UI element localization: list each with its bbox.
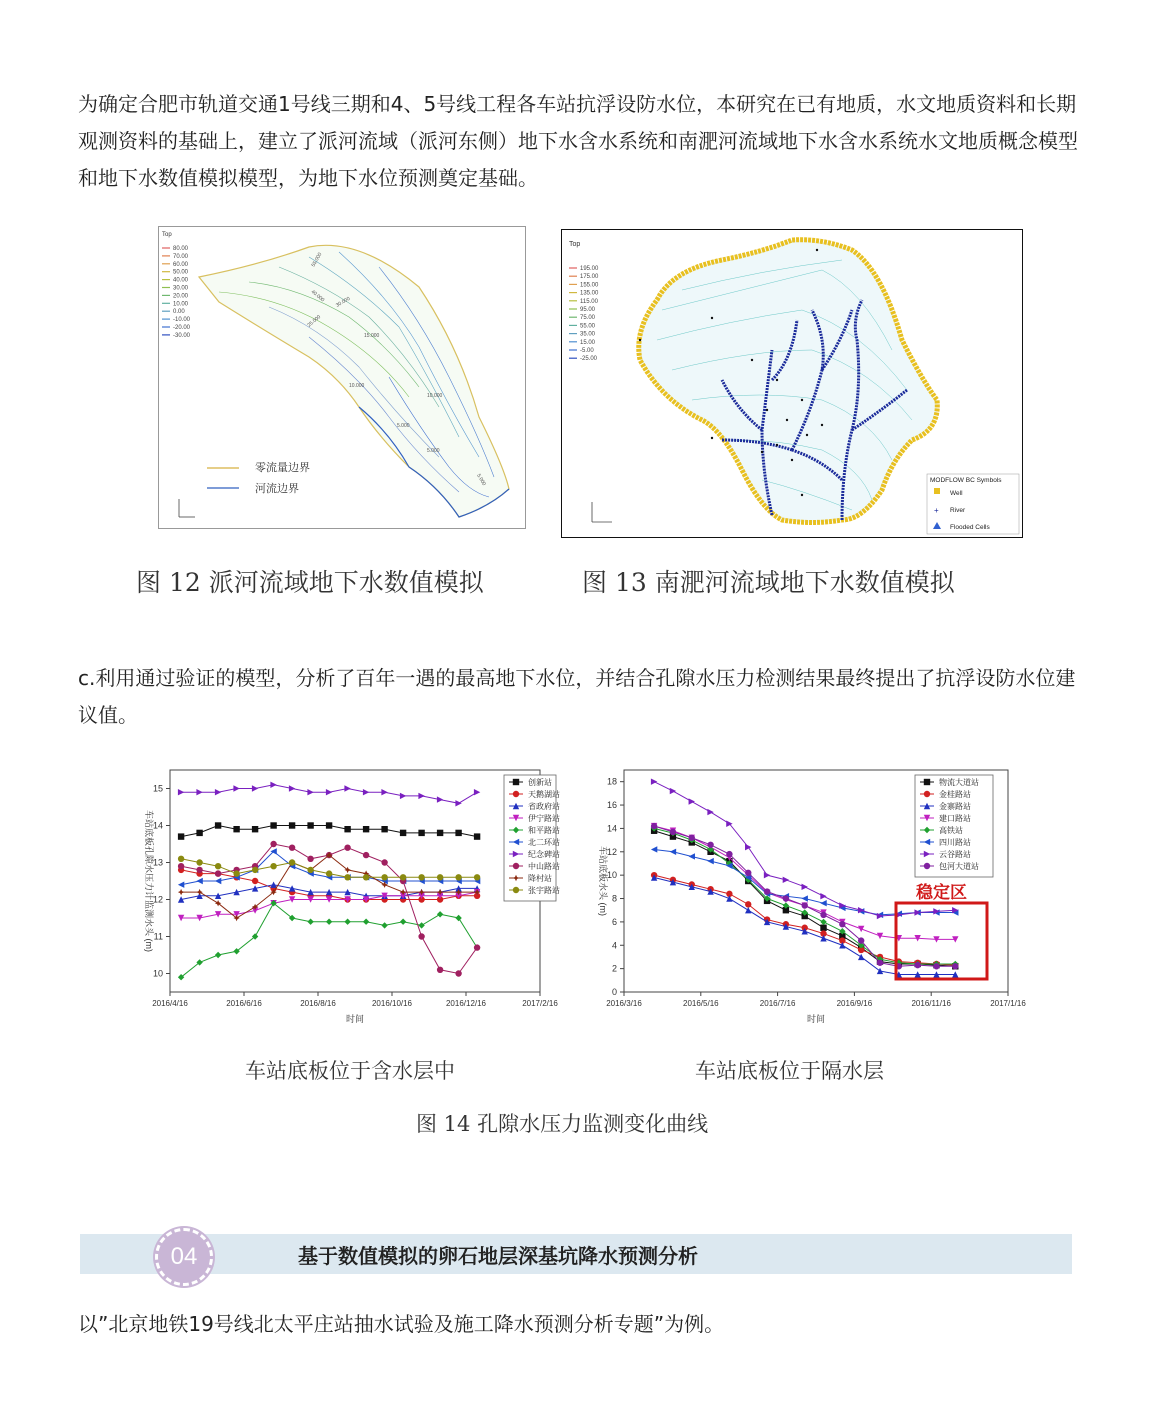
data-point <box>233 870 239 876</box>
series-line <box>654 826 955 939</box>
data-point <box>344 919 350 925</box>
data-point <box>289 859 295 865</box>
data-point <box>307 919 313 925</box>
x-tick-label: 2016/4/16 <box>152 999 188 1008</box>
data-point <box>326 822 332 828</box>
x-tick-label: 2016/8/16 <box>300 999 336 1008</box>
legend-value: 115.00 <box>580 298 598 305</box>
legend-value: 35.00 <box>580 331 596 338</box>
data-point <box>270 822 276 828</box>
data-point <box>252 785 258 791</box>
plot-frame <box>170 770 540 992</box>
data-point <box>933 963 939 969</box>
data-point <box>196 867 202 873</box>
data-point <box>344 845 350 851</box>
svg-text:10.000: 10.000 <box>427 393 443 399</box>
legend-value: -30.00 <box>173 332 191 339</box>
legend-label: 建口路站 <box>939 814 971 823</box>
x-tick-label: 2017/1/16 <box>990 999 1026 1008</box>
data-point <box>215 822 221 828</box>
data-point <box>400 830 406 836</box>
legend-value: 195.00 <box>580 266 599 272</box>
y-tick-label: 10 <box>606 870 617 881</box>
data-point <box>233 785 239 791</box>
series-降村站 <box>178 852 480 921</box>
x-tick-label: 2016/7/16 <box>759 999 796 1008</box>
section-number-badge: 04 <box>155 1228 213 1286</box>
data-point <box>858 937 864 943</box>
legend-label: 金寨路站 <box>939 802 971 811</box>
legend-value: 10.00 <box>173 301 189 308</box>
data-point <box>178 889 184 895</box>
data-point <box>455 800 461 806</box>
legend-value: -10.00 <box>173 317 191 324</box>
data-point <box>670 788 676 794</box>
legend-marker <box>513 779 519 785</box>
data-point <box>196 878 202 884</box>
legend-label: 创新站 <box>528 778 552 787</box>
svg-text:30.000: 30.000 <box>335 295 352 309</box>
data-point <box>178 856 184 862</box>
fig12-basin-outline <box>199 245 509 517</box>
legend-label: 四川路站 <box>939 838 971 847</box>
y-tick-label: 12 <box>606 846 617 857</box>
data-point <box>651 823 657 829</box>
legend-value: 50.00 <box>173 269 189 276</box>
x-tick-label: 2017/2/16 <box>522 999 558 1008</box>
legend-marker <box>513 887 519 893</box>
y-tick-label: 8 <box>611 893 617 904</box>
data-point <box>418 922 424 928</box>
legend-label: 省政府站 <box>528 802 560 811</box>
fig13-catchment <box>639 240 938 523</box>
legend-value: -20.00 <box>173 325 191 331</box>
data-point <box>726 895 732 901</box>
legend-value: 0.00 <box>173 309 185 316</box>
legend-label: 物流大道站 <box>939 778 979 787</box>
legend-value: 55.00 <box>580 323 596 330</box>
data-point <box>437 967 443 973</box>
data-point <box>289 822 295 828</box>
data-point <box>802 902 808 908</box>
fig12-axis-icon <box>179 499 195 517</box>
data-point <box>363 789 369 795</box>
data-point <box>689 853 695 859</box>
chart-left <box>120 765 560 1035</box>
analysis-paragraph: c.利用通过验证的模型，分析了百年一遇的最高地下水位，并结合孔隙水压力检测结果最终提出了抗浮设防水位建议值。 <box>78 666 1076 727</box>
data-point <box>726 851 732 857</box>
data-point <box>707 842 713 848</box>
data-point <box>418 830 424 836</box>
y-tick-label: 6 <box>611 916 617 927</box>
data-point <box>270 841 276 847</box>
data-point <box>289 845 295 851</box>
data-point <box>344 785 350 791</box>
legend-label: 纪念碑站 <box>528 850 560 859</box>
legend-value: 75.00 <box>580 315 596 322</box>
data-point <box>745 907 751 913</box>
example-paragraph: 以”北京地铁19号线北太平庄站抽水试验及施工降水预测分析专题”为例。 <box>78 1312 725 1336</box>
data-point <box>437 911 443 917</box>
y-axis-label: 车站底板孔隙水压力计监测水头 (m) <box>144 810 154 952</box>
fig13-bc-well: Well <box>950 490 963 497</box>
legend-value: 20.00 <box>173 293 189 300</box>
data-point <box>437 874 443 880</box>
data-point <box>252 826 258 832</box>
data-point <box>344 826 350 832</box>
data-point <box>215 870 221 876</box>
data-point <box>839 921 845 927</box>
data-point <box>783 877 789 883</box>
y-tick-label: 13 <box>152 857 163 868</box>
data-point <box>455 915 461 921</box>
y-tick-label: 14 <box>152 820 163 831</box>
chart-left-title: 车站底板位于含水层中 <box>245 1059 455 1083</box>
y-tick-label: 10 <box>152 968 163 979</box>
data-point <box>307 789 313 795</box>
figure-13-caption: 图 13 南淝河流域地下水数值模拟 <box>582 568 955 597</box>
svg-text:40.000: 40.000 <box>309 288 326 304</box>
data-point <box>215 789 221 795</box>
data-point <box>745 870 751 876</box>
data-point <box>307 867 313 873</box>
fig13-legend-title: Top <box>569 241 581 248</box>
series-纪念碑站 <box>178 782 480 807</box>
legend-label: 张宇路站 <box>528 886 560 895</box>
x-tick-label: 2016/11/16 <box>911 999 951 1008</box>
data-point <box>252 878 258 884</box>
data-point <box>178 863 184 869</box>
data-point <box>381 922 387 928</box>
data-point <box>289 785 295 791</box>
legend-label: 和平路站 <box>528 826 560 835</box>
data-point <box>764 888 770 894</box>
legend-value: 95.00 <box>580 307 596 313</box>
data-point <box>418 874 424 880</box>
data-point <box>764 872 770 878</box>
data-point <box>215 878 221 884</box>
data-point <box>455 874 461 880</box>
data-point <box>820 919 826 925</box>
legend-label: 伊宁路站 <box>528 814 560 823</box>
data-point <box>196 859 202 865</box>
data-point <box>400 793 406 799</box>
x-tick-label: 2016/10/16 <box>371 999 413 1008</box>
y-tick-label: 4 <box>611 940 617 951</box>
fig13-bc-river: River <box>950 507 966 514</box>
y-tick-label: 15 <box>152 783 163 794</box>
data-point <box>178 833 184 839</box>
data-point <box>326 870 332 876</box>
data-point <box>178 789 184 795</box>
stable-zone-box <box>896 903 987 979</box>
fig13-legend <box>569 266 599 362</box>
data-point <box>707 809 713 815</box>
data-point <box>418 793 424 799</box>
data-point <box>252 867 258 873</box>
data-point <box>707 858 713 864</box>
figure-12-caption: 图 12 派河流域地下水数值模拟 <box>136 568 484 597</box>
svg-text:25.000: 25.000 <box>306 314 323 329</box>
svg-text:5.000: 5.000 <box>475 473 487 487</box>
stable-zone-label: 稳定区 <box>916 883 967 902</box>
fig13-bc-title: MODFLOW BC Symbols <box>930 477 1002 484</box>
data-point <box>802 884 808 890</box>
data-point <box>215 952 221 958</box>
data-point <box>745 901 751 907</box>
legend-value: 135.00 <box>580 290 599 297</box>
legend-label: 降村站 <box>528 874 552 883</box>
svg-text:10.000: 10.000 <box>349 383 365 389</box>
legend-label: 高铁站 <box>939 826 963 835</box>
data-point <box>233 826 239 832</box>
legend-value: 80.00 <box>173 246 189 252</box>
y-tick-label: 0 <box>611 987 617 997</box>
legend-value: 155.00 <box>580 282 599 289</box>
data-point <box>270 782 276 788</box>
data-point <box>437 796 443 802</box>
data-point <box>455 830 461 836</box>
data-point <box>670 849 676 855</box>
data-point <box>877 960 883 966</box>
data-point <box>344 874 350 880</box>
x-axis-label: 时间 <box>345 1014 365 1024</box>
data-point <box>307 856 313 862</box>
data-point <box>689 835 695 841</box>
data-point <box>651 778 657 784</box>
x-axis-label: 时间 <box>806 1014 826 1024</box>
data-point <box>270 863 276 869</box>
x-tick-label: 2016/5/16 <box>683 999 719 1008</box>
data-point <box>474 944 480 950</box>
series-line <box>181 855 477 918</box>
legend-value: -5.00 <box>580 348 594 354</box>
data-point <box>858 926 864 932</box>
svg-text:5.000: 5.000 <box>397 423 410 429</box>
data-point <box>437 830 443 836</box>
data-point <box>363 852 369 858</box>
legend-label: 云谷路站 <box>939 850 971 859</box>
data-point <box>474 789 480 795</box>
data-point <box>363 826 369 832</box>
data-point <box>802 895 808 901</box>
data-point <box>783 895 789 901</box>
data-point <box>363 919 369 925</box>
y-tick-label: 14 <box>606 823 617 834</box>
intro-paragraph: 为确定合肥市轨道交通1号线三期和4、5号线工程各车站抗浮设防水位，本研究在已有地质，水文地质资料和长期观测资料的基础上，建立了派河流域（派河东侧）地下水含水系统和南淝河流域地下水含水系统水文地质概念模型和地下水数值模拟模型，为地下水位预测奠定基础。 <box>78 92 1078 190</box>
series-张宇路站 <box>178 856 480 881</box>
data-point <box>858 954 864 960</box>
svg-text:5.000: 5.000 <box>427 448 440 454</box>
x-tick-label: 2016/9/16 <box>836 999 873 1008</box>
series-高铁站 <box>651 825 959 967</box>
legend-label: 中山路站 <box>528 862 560 871</box>
data-point <box>307 822 313 828</box>
legend-value: -25.00 <box>580 356 598 363</box>
svg-text:55.000: 55.000 <box>310 251 324 268</box>
data-point <box>381 874 387 880</box>
data-point <box>363 874 369 880</box>
data-point <box>839 942 845 948</box>
series-line <box>654 826 955 966</box>
series-line <box>181 785 477 804</box>
fig12-legend <box>162 246 191 339</box>
data-point <box>820 912 826 918</box>
data-point <box>455 970 461 976</box>
figure-13-map <box>561 229 1023 538</box>
data-point <box>196 889 202 895</box>
data-point <box>178 882 184 888</box>
fig12-legend-title: Top <box>162 232 172 238</box>
data-point <box>820 935 826 941</box>
data-point <box>196 789 202 795</box>
data-point <box>651 846 657 852</box>
legend-value: 175.00 <box>580 274 599 281</box>
series-中山路站 <box>178 841 480 977</box>
legend-label: 包河大道站 <box>939 862 979 871</box>
data-point <box>215 863 221 869</box>
data-point <box>326 919 332 925</box>
legend-value: 60.00 <box>173 261 189 268</box>
series-line <box>654 828 955 964</box>
data-point <box>820 925 826 931</box>
x-tick-label: 2016/6/16 <box>226 999 262 1008</box>
svg-text:+: + <box>934 506 939 515</box>
chart-right <box>580 765 1040 1035</box>
data-point <box>418 933 424 939</box>
x-tick-label: 2016/12/16 <box>445 999 487 1008</box>
chart-right-title: 车站底板位于隔水层 <box>695 1059 884 1083</box>
data-point <box>914 962 920 968</box>
data-point <box>400 919 406 925</box>
y-tick-label: 12 <box>152 894 163 905</box>
legend-value: 40.00 <box>173 277 189 284</box>
data-point <box>820 893 826 899</box>
data-point <box>820 900 826 906</box>
y-axis-label: 车站底板水头 (m) <box>598 846 608 916</box>
series-和平路站 <box>178 900 480 980</box>
legend-marker <box>924 863 930 869</box>
x-tick-label: 2016/3/16 <box>606 999 642 1008</box>
legend-value: 30.00 <box>173 285 189 292</box>
fig13-bc-flooded: Flooded Cells <box>950 524 990 531</box>
y-tick-label: 2 <box>611 963 617 974</box>
series-line <box>654 782 955 916</box>
data-point <box>326 789 332 795</box>
svg-text:15.000: 15.000 <box>364 333 380 339</box>
fig12-boundary-zero: 零流量边界 <box>255 462 310 474</box>
y-tick-label: 16 <box>606 800 617 811</box>
data-point <box>196 830 202 836</box>
legend-marker <box>924 779 930 785</box>
legend-label: 金桂路站 <box>939 790 971 799</box>
y-tick-label: 11 <box>153 931 163 942</box>
legend-value: 15.00 <box>580 339 596 346</box>
legend-label: 天鹅湖站 <box>528 790 560 799</box>
data-point <box>952 963 958 969</box>
data-point <box>670 829 676 835</box>
legend-label: 北二环站 <box>528 838 560 847</box>
legend-marker <box>924 791 930 797</box>
legend-value: 70.00 <box>173 253 189 260</box>
fig12-boundary-river: 河流边界 <box>255 483 299 495</box>
data-point <box>745 844 751 850</box>
figure-12-map <box>158 226 526 529</box>
data-point <box>381 859 387 865</box>
data-point <box>474 874 480 880</box>
legend-marker <box>513 791 519 797</box>
figure-14-caption: 图 14 孔隙水压力监测变化曲线 <box>416 1112 709 1136</box>
data-point <box>381 826 387 832</box>
section-title: 基于数值模拟的卵石地层深基坑降水预测分析 <box>298 1244 698 1268</box>
data-point <box>689 798 695 804</box>
data-point <box>381 789 387 795</box>
series-创新站 <box>178 822 480 840</box>
y-tick-label: 18 <box>606 776 617 787</box>
data-point <box>400 874 406 880</box>
data-point <box>474 833 480 839</box>
legend-marker <box>513 863 519 869</box>
